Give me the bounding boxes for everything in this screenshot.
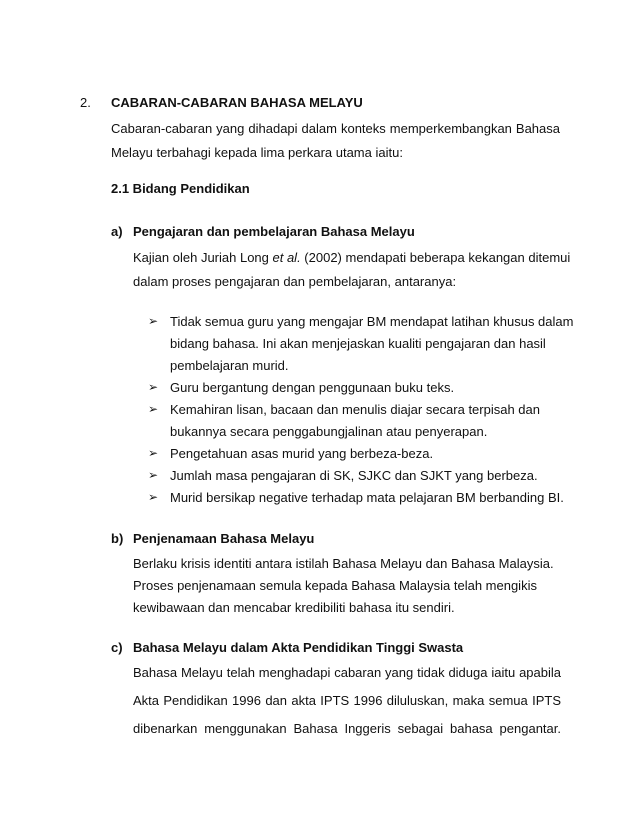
subsection-title: 2.1 Bidang Pendidikan bbox=[111, 181, 250, 196]
item-c-title: Bahasa Melayu dalam Akta Pendidikan Tinggi Swasta bbox=[133, 640, 464, 655]
section-title: CABARAN-CABARAN BAHASA MELAYU bbox=[111, 95, 363, 110]
bullet-4: Pengetahuan asas murid yang berbeza-beza. bbox=[170, 446, 434, 461]
item-b-label: b) bbox=[111, 531, 124, 546]
bullet-5: Jumlah masa pengajaran di SK, SJKC dan SJKT yang berbeza. bbox=[170, 468, 538, 483]
item-c-label: c) bbox=[111, 640, 123, 655]
bullet-3-line-1: Kemahiran lisan, bacaan dan menulis diajar secara terpisah dan bbox=[170, 402, 540, 417]
bullet-3-line-2: bukannya secara penggabungjalinan atau penyerapan. bbox=[170, 424, 488, 439]
item-a-italic: et al. bbox=[272, 250, 301, 265]
item-a-title: Pengajaran dan pembelajaran Bahasa Melayu bbox=[133, 224, 415, 239]
item-b-line-2: Proses penjenamaan semula kepada Bahasa Malaysia telah mengikis bbox=[133, 578, 537, 593]
item-b-line-1: Berlaku krisis identiti antara istilah Bahasa Melayu dan Bahasa Malaysia. bbox=[133, 556, 554, 571]
arrow-bullet-icon: ➢ bbox=[148, 402, 159, 416]
arrow-bullet-icon: ➢ bbox=[148, 380, 159, 394]
item-a-line-2: dalam proses pengajaran dan pembelajaran, antaranya: bbox=[133, 274, 457, 289]
bullet-1-line-3: pembelajaran murid. bbox=[170, 358, 289, 373]
arrow-bullet-icon: ➢ bbox=[148, 446, 159, 460]
item-c-line-1: Bahasa Melayu telah menghadapi cabaran yang tidak diduga iaitu apabila bbox=[133, 665, 561, 680]
item-a-line-1: Kajian oleh Juriah Long et al. (2002) mendapati beberapa kekangan ditemui bbox=[133, 250, 571, 265]
section-intro-line-2: Melayu terbahagi kepada lima perkara utama iaitu: bbox=[111, 145, 403, 160]
item-c-line-2: Akta Pendidikan 1996 dan akta IPTS 1996 diluluskan, maka semua IPTS bbox=[133, 693, 561, 708]
bullet-2: Guru bergantung dengan penggunaan buku teks. bbox=[170, 380, 455, 395]
arrow-bullet-icon: ➢ bbox=[148, 314, 159, 328]
section-number: 2. bbox=[80, 95, 91, 110]
section-intro-line-1: Cabaran-cabaran yang dihadapi dalam konteks memperkembangkan Bahasa bbox=[111, 121, 560, 136]
item-b-title: Penjenamaan Bahasa Melayu bbox=[133, 531, 315, 546]
bullet-1-line-2: bidang bahasa. Ini akan menjejaskan kualiti pengajaran dan hasil bbox=[170, 336, 546, 351]
arrow-bullet-icon: ➢ bbox=[148, 468, 159, 482]
item-b-line-3: kewibawaan dan mencabar kredibiliti bahasa itu sendiri. bbox=[133, 600, 455, 615]
arrow-bullet-icon: ➢ bbox=[148, 490, 159, 504]
bullet-6: Murid bersikap negative terhadap mata pelajaran BM berbanding BI. bbox=[170, 490, 564, 505]
item-c-line-3: dibenarkan menggunakan Bahasa Inggeris sebagai bahasa pengantar. bbox=[133, 721, 561, 736]
item-a-label: a) bbox=[111, 224, 123, 239]
bullet-1-line-1: Tidak semua guru yang mengajar BM mendapat latihan khusus dalam bbox=[170, 314, 574, 329]
